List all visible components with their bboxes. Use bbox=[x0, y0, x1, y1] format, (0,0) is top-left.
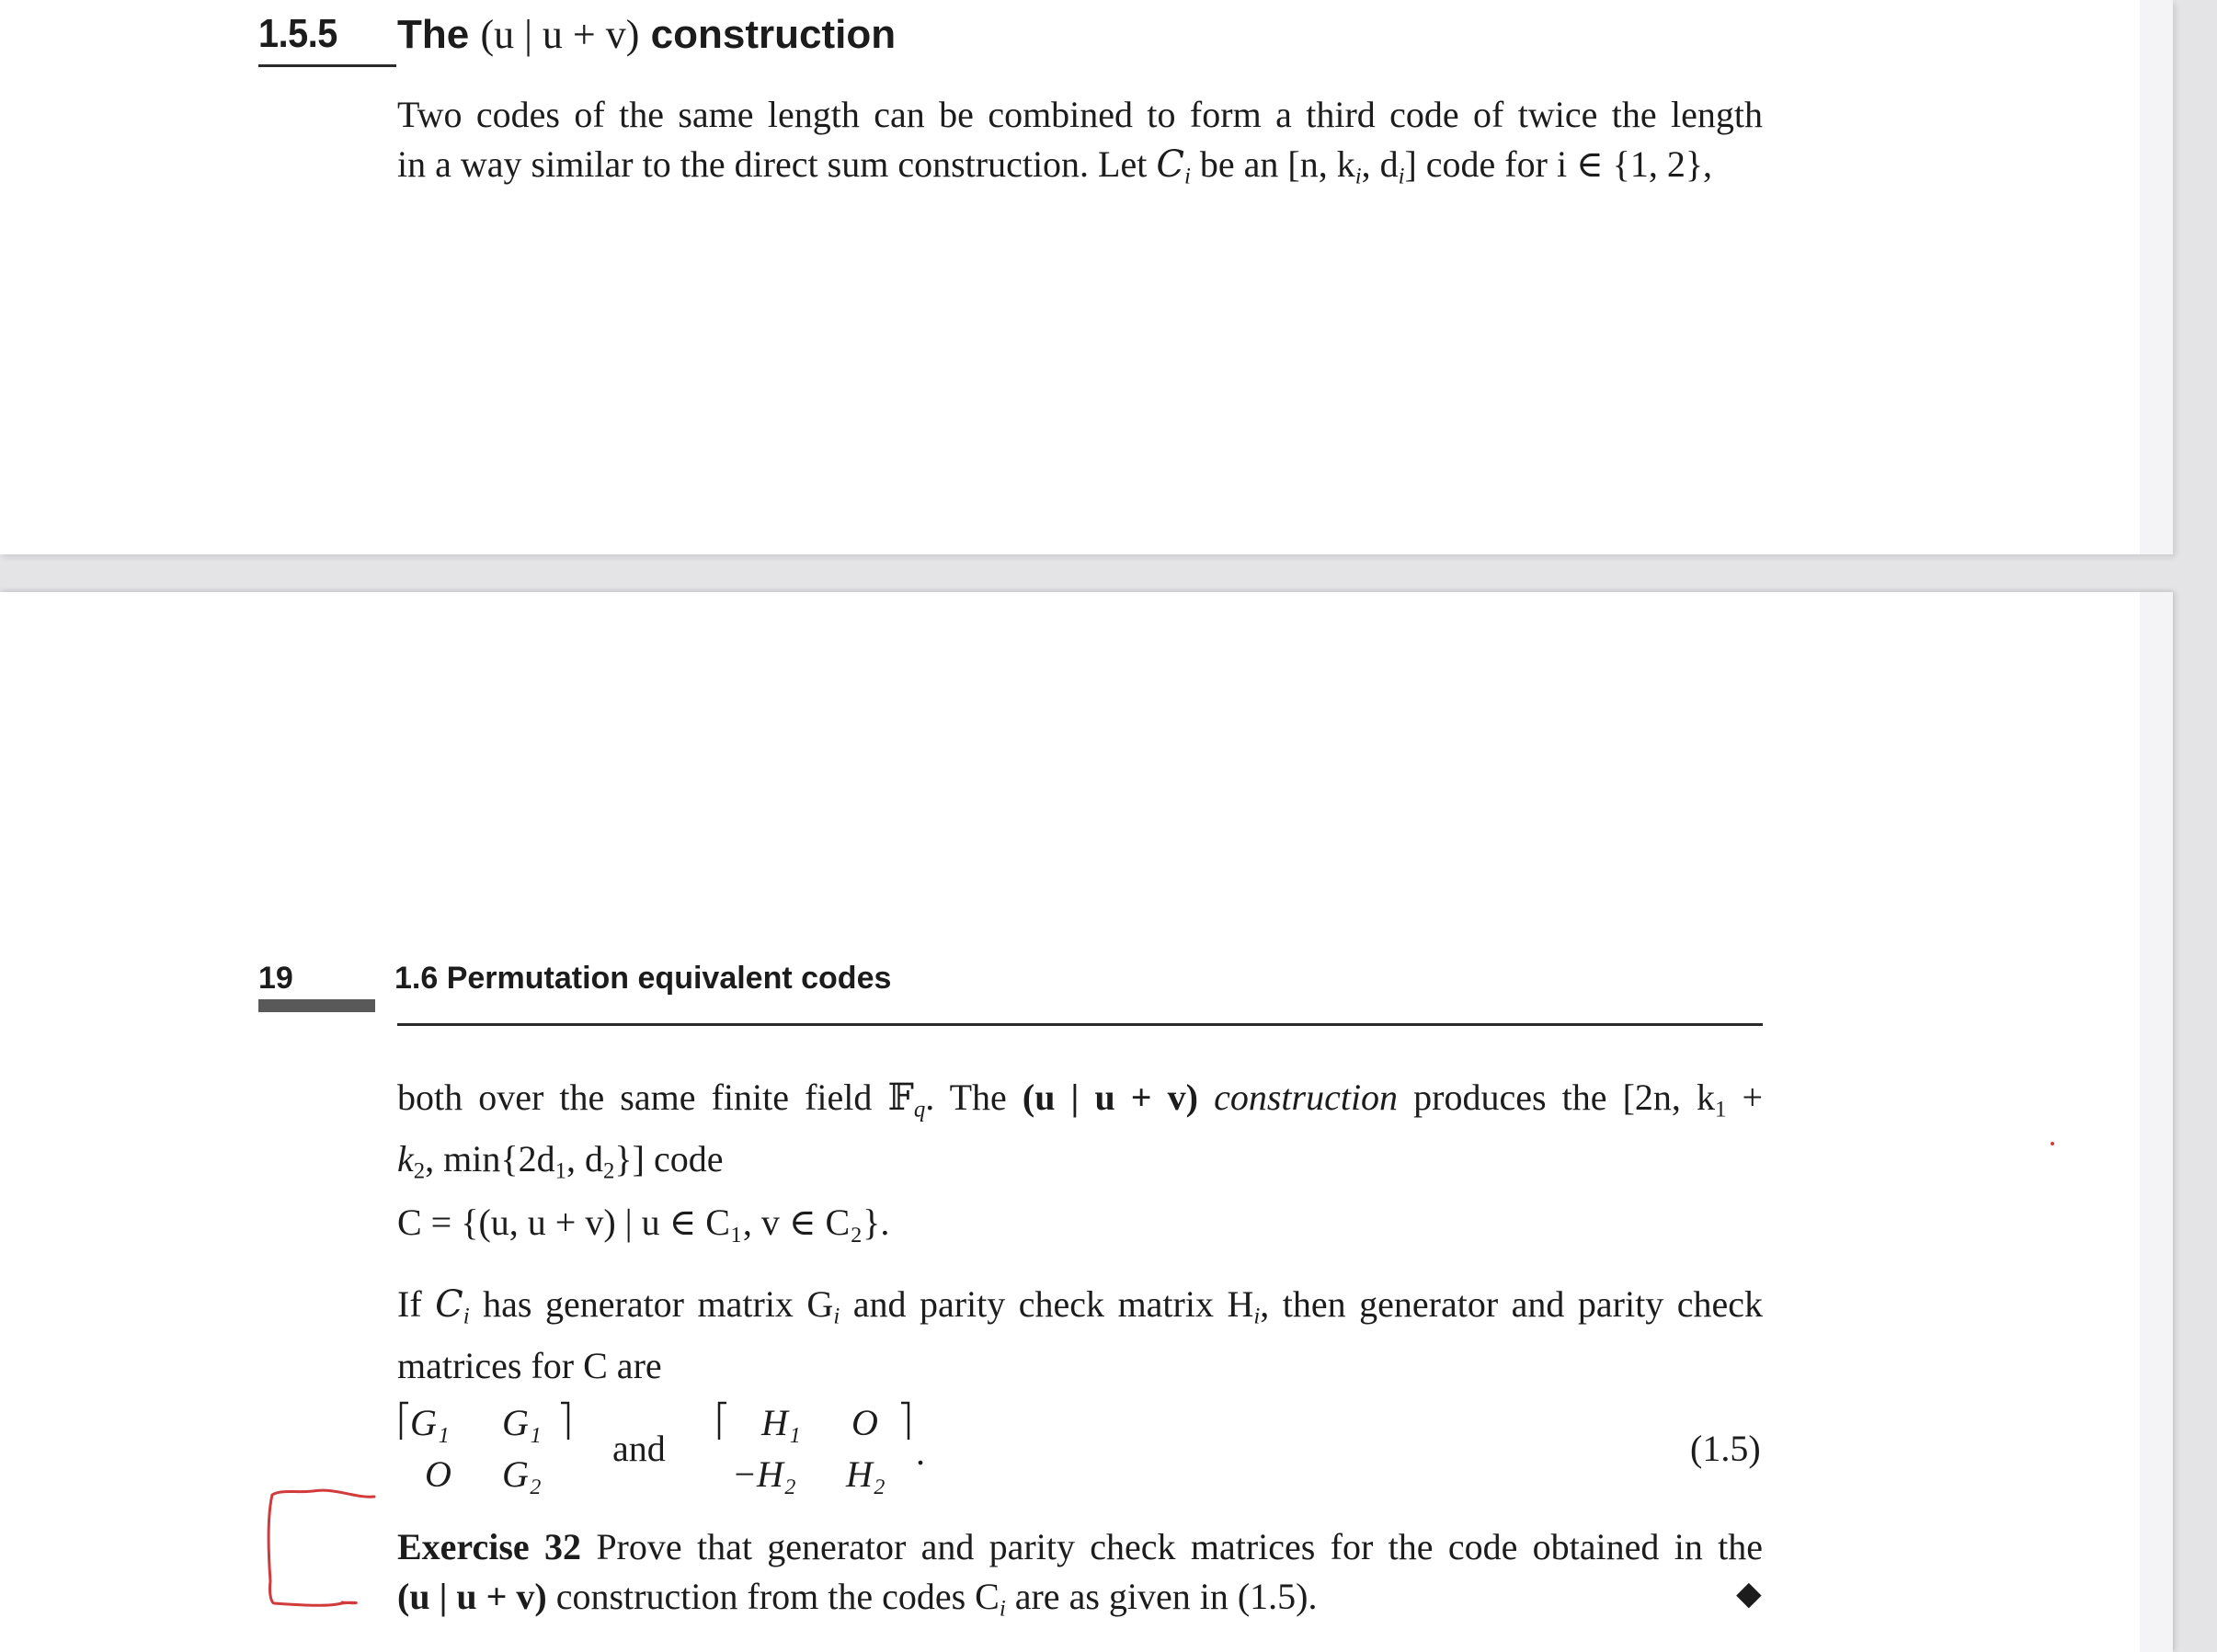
matrix-h-cell: O bbox=[851, 1402, 878, 1443]
matrix-g-cell: G₁ bbox=[410, 1402, 450, 1443]
exercise-line-2: (u | u + v) construction from the codes $C_i$ are as given in (1.5). bbox=[397, 1576, 1318, 1622]
matrices-line-1: If $C_i$ has generator matrix $G_i$ and parity check matrix $H_i$, then generator and parity check bbox=[397, 1283, 1764, 1329]
section-title-math: (u | u + v) bbox=[480, 12, 640, 57]
section-number: 1.5.5 bbox=[258, 11, 337, 56]
red-annotation-bracket bbox=[263, 1482, 383, 1620]
code-definition-equation: C = {(u, u + v) | u ∈ C₁, v ∈ C₂}. bbox=[397, 1202, 890, 1243]
red-dot-mark bbox=[2051, 1142, 2054, 1145]
intro-paragraph bbox=[397, 90, 1763, 201]
matrix-h-cell: H₁ bbox=[761, 1402, 801, 1443]
section-title bbox=[397, 11, 896, 58]
exercise-line-1: Exercise 32 Prove that generator and parity check matrices for the code obtained in the bbox=[397, 1526, 1764, 1567]
matrix-g-cell: G₁ bbox=[502, 1402, 542, 1443]
equation-number: (1.5) bbox=[1690, 1428, 1761, 1469]
section-title-suffix: construction bbox=[650, 12, 897, 57]
page-edge bbox=[2140, 0, 2173, 554]
intro-line-1: Two codes of the same length can be combined to form a third code of twice the length bbox=[397, 94, 1763, 135]
matrix-h-cell: H₂ bbox=[846, 1453, 886, 1495]
matrix-period: . bbox=[916, 1431, 925, 1473]
construction-paragraph bbox=[397, 1073, 1763, 1197]
matrix-g-cell: O bbox=[425, 1453, 451, 1495]
running-head: 1.6 Permutation equivalent codes bbox=[394, 961, 892, 996]
page-edge bbox=[2140, 592, 2173, 1652]
matrices-line-2: matrices for C are bbox=[397, 1345, 662, 1387]
section-title-prefix: The bbox=[397, 12, 470, 57]
section-number-rule bbox=[258, 64, 396, 67]
end-of-exercise-icon: ◆ bbox=[1736, 1575, 1762, 1612]
intro-line-2: in a way similar to the direct sum construction. Let $C_i$ be an [n, $k_i$, $d_i$] code for i ∈ {1, 2}, bbox=[397, 143, 1713, 189]
construction-line-2: $k_2$, $\min\{2d_1$, $d_2$}] code bbox=[397, 1138, 724, 1184]
page-number-bar bbox=[258, 999, 375, 1012]
matrices-paragraph bbox=[397, 1280, 1763, 1391]
matrix-g-cell: G₂ bbox=[502, 1453, 542, 1495]
construction-line-1: both over the same finite field 𝔽$_q$. The (u | u + v) construction produces the [2n, $k_1$ + bbox=[397, 1077, 1764, 1122]
matrix-and: and bbox=[612, 1428, 666, 1469]
matrix-h-cell: −H₂ bbox=[732, 1453, 796, 1495]
top-page bbox=[0, 0, 2173, 554]
page-number: 19 bbox=[258, 961, 293, 996]
running-head-rule bbox=[397, 1023, 1763, 1026]
exercise-paragraph bbox=[397, 1522, 1763, 1634]
